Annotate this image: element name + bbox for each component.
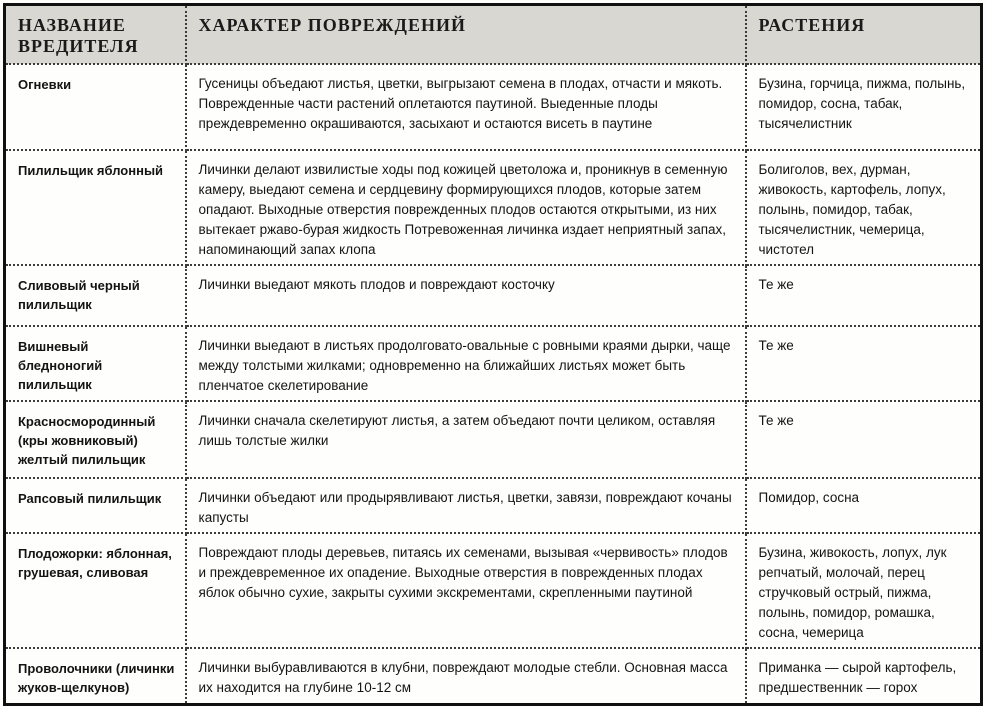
pest-name-cell: Проволочники (личинки жуков-щелкунов) <box>5 648 186 704</box>
pest-name-cell: Рапсовый пилильщик <box>5 478 186 533</box>
damage-cell: Личинки выбуравливаются в клубни, повреждают молодые стебли. Основная масса их находится на глубине 10-12 см <box>186 648 746 704</box>
damage-cell: Личинки сначала скелетируют листья, а затем объедают почти целиком, оставляя лишь толстые жилки <box>186 401 746 478</box>
pest-name-cell: Сливовый черный пилильщик <box>5 265 186 326</box>
damage-cell: Личинки делают извилистые ходы под кожицей цветоложа и, проникнув в семенную камеру, выедают семена и сердцевину формирующихся плодов, которые затем опадают. Выходные отверстия поврежденных плодов остаются открытыми, из них вытекает ржаво-бурая жидкость Потревоженная личинка издает неприятный запах, напоминающий запах клопа <box>186 150 746 265</box>
plants-cell: Болиголов, вех, дурман, живокость, картофель, лопух, полынь, помидор, табак, тысячелистник, чемерица, чистотел <box>746 150 982 265</box>
header-pest-name: НАЗВАНИЕ ВРЕДИТЕЛЯ <box>5 5 186 65</box>
header-damage-type: ХАРАКТЕР ПОВРЕЖДЕНИЙ <box>186 5 746 65</box>
table-row <box>5 533 982 648</box>
pest-name-cell: Плодожорки: яблонная, грушевая, сливовая <box>5 533 186 648</box>
table-row <box>5 401 982 478</box>
plants-cell: Помидор, сосна <box>746 478 982 533</box>
damage-cell: Гусеницы объедают листья, цветки, выгрызают семена в плодах, отчасти и мякоть. Поврежденные части растений оплетаются паутиной. Выеденные плоды преждевременно окрашиваются, засыхают и остаются висеть в паутине <box>186 64 746 150</box>
damage-cell: Личинки выедают мякоть плодов и повреждают косточку <box>186 265 746 326</box>
plants-cell: Бузина, живокость, лопух, лук репчатый, молочай, перец стручковый острый, пижма, полынь, помидор, ромашка, сосна, чемерица <box>746 533 982 648</box>
plants-cell: Те же <box>746 401 982 478</box>
damage-cell: Личинки выедают в листьях продолговато-овальные с ровными краями дырки, чаще между толстыми жилками; одновременно на ближайших листьях может быть пленчатое скелетирование <box>186 326 746 401</box>
table-row <box>5 64 982 150</box>
table-row <box>5 478 982 533</box>
pest-name-cell: Огневки <box>5 64 186 150</box>
damage-cell: Повреждают плоды деревьев, питаясь их семенами, вызывая «червивость» плодов и преждевременное их опадение. Выходные отверстия в поврежденных плодах яблок обычно сухие, закрыты сухими экскрементами, скрепленными паутиной <box>186 533 746 648</box>
table-header <box>5 5 982 65</box>
pest-name-cell: Красносмородинный (кры жовниковый) желтый пилильщик <box>5 401 186 478</box>
table-row <box>5 648 982 704</box>
header-plants: РАСТЕНИЯ <box>746 5 982 65</box>
plants-cell: Бузина, горчица, пижма, полынь, помидор, сосна, табак, тысячелистник <box>746 64 982 150</box>
table-row <box>5 150 982 265</box>
plants-cell: Те же <box>746 326 982 401</box>
table-row <box>5 265 982 326</box>
plants-cell: Приманка — сырой картофель, предшественник — горох <box>758 660 957 695</box>
pest-damage-plants-table <box>3 3 983 706</box>
pest-name-cell: Пилильщик яблонный <box>5 150 186 265</box>
damage-cell: Личинки объедают или продырявливают листья, цветки, завязи, повреждают кочаны капусты <box>186 478 746 533</box>
pest-name-cell: Вишневый бледноногий пилильщик <box>5 326 186 401</box>
table-row <box>5 326 982 401</box>
plants-cell: Те же <box>746 265 982 326</box>
